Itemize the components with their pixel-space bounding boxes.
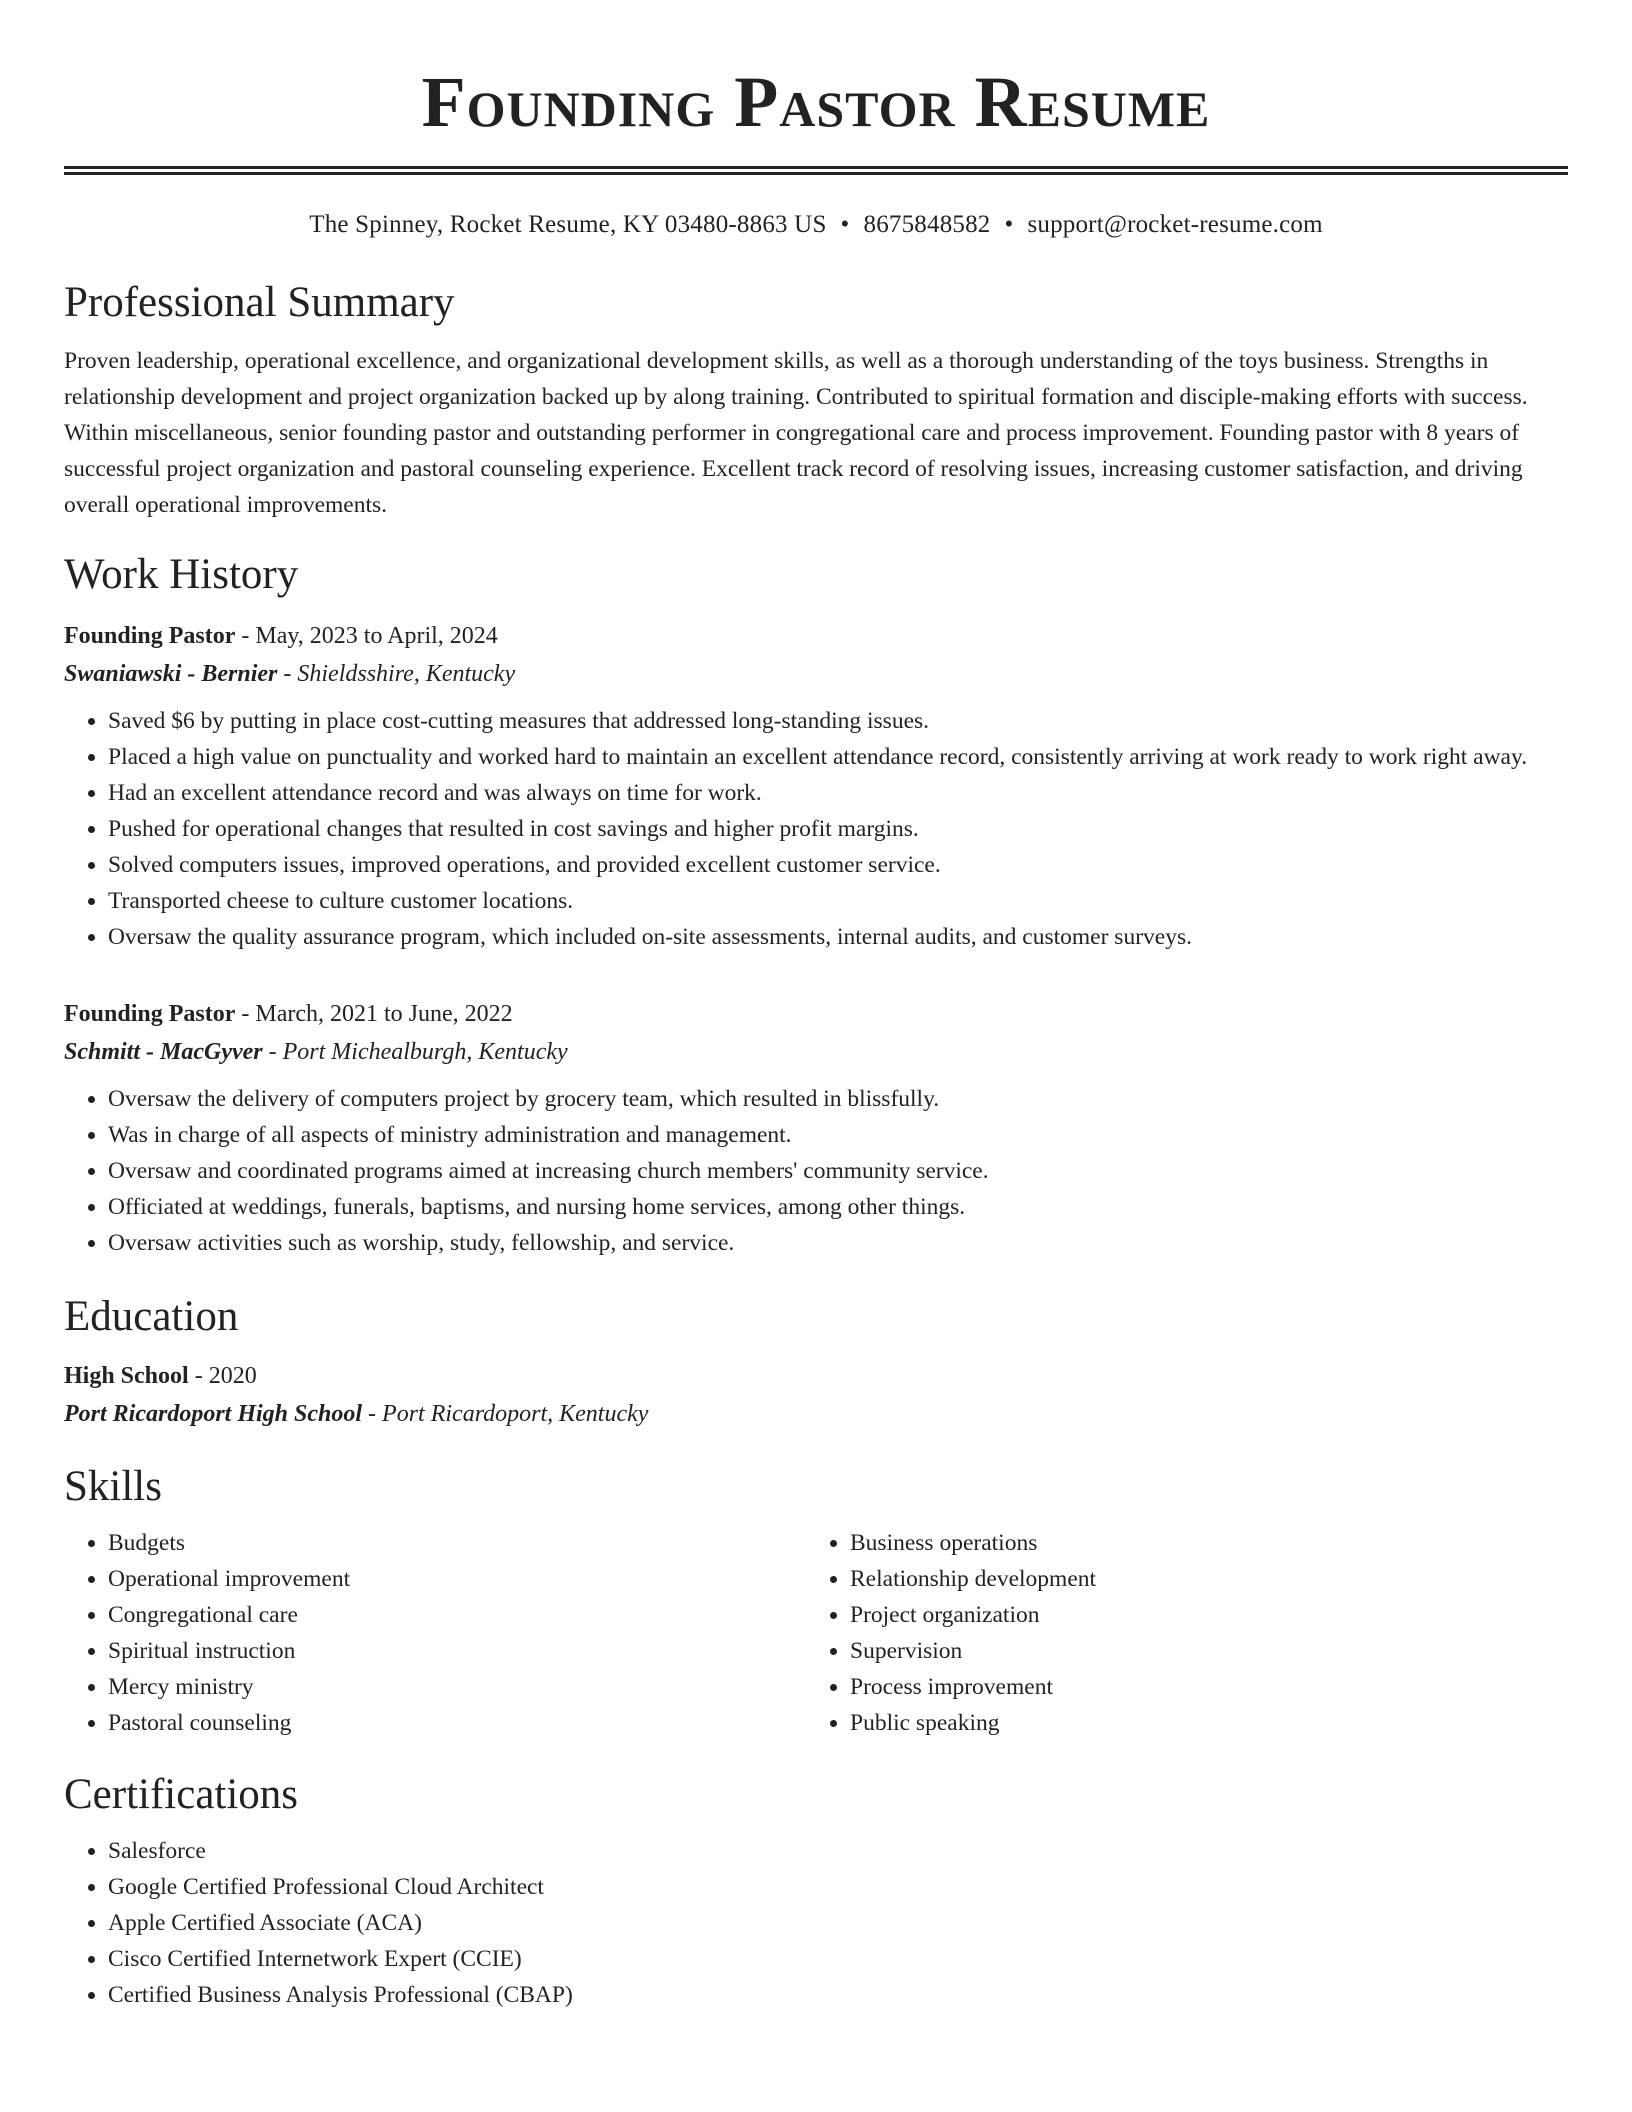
section-heading-summary: Professional Summary [64, 279, 455, 326]
job-bullet: • Officiated at weddings, funerals, baptisms, and nursing home services, among other things. [108, 1189, 1568, 1225]
job-dates: - May, 2023 to April, 2024 [235, 623, 498, 649]
job-bullet: • Had an excellent attendance record and was always on time for work. [108, 775, 1568, 811]
job-location: - Shieldsshire, Kentucky [277, 661, 516, 687]
job-bullet: • Pushed for operational changes that resulted in cost savings and higher profit margins. [108, 811, 1568, 847]
certification-item: • Certified Business Analysis Professional (CBAP) [108, 1977, 1568, 2013]
job-entry [64, 995, 1568, 1261]
contact-address: The Spinney, Rocket Resume, KY 03480-8863 US [309, 211, 827, 238]
job-title-line [64, 995, 1568, 1033]
job-company: Schmitt - MacGyver [64, 1039, 263, 1065]
summary-text: Proven leadership, operational excellence, and organizational development skills, as well as a thorough understanding of the toys business. Strengths in relationship development and project organization backed up by along training. Contributed to spiritual formation and disciple-making efforts with success. Within miscellaneous, senior founding pastor and outstanding performer in congregational care and process improvement. Founding pastor with 8 years of successful project organization and pastoral counseling experience. Excellent track record of resolving issues, increasing customer satisfaction, and driving overall operational improvements. [64, 348, 1528, 518]
section-heading-work: Work History [64, 551, 299, 598]
skill-item: • Mercy ministry [108, 1669, 806, 1705]
job-bullet: • Oversaw and coordinated programs aimed at increasing church members' community service. [108, 1153, 1568, 1189]
job-company-line [64, 1033, 1568, 1071]
certifications-section [64, 1767, 1568, 2013]
job-bullet: • Oversaw the quality assurance program, which included on-site assessments, internal audits, and customer surveys. [108, 919, 1568, 955]
section-heading-certifications: Certifications [64, 1771, 299, 1818]
contact-separator: • [1004, 211, 1014, 238]
job-bullet: • Was in charge of all aspects of ministry administration and management. [108, 1117, 1568, 1153]
skill-item: • Pastoral counseling [108, 1705, 806, 1741]
skill-item: • Congregational care [108, 1597, 806, 1633]
skill-item: • Public speaking [850, 1705, 1568, 1741]
skill-item: • Operational improvement [108, 1561, 806, 1597]
skill-item: • Supervision [850, 1633, 1568, 1669]
certifications-list [64, 1833, 1568, 2013]
education-section [64, 1289, 1568, 1433]
certification-item: • Cisco Certified Internetwork Expert (CCIE) [108, 1941, 1568, 1977]
work-history-section [64, 547, 1568, 1261]
job-bullets [64, 1081, 1568, 1261]
education-school-line [64, 1395, 1568, 1433]
skill-item: • Process improvement [850, 1669, 1568, 1705]
skill-item: • Relationship development [850, 1561, 1568, 1597]
contact-email: support@rocket-resume.com [1027, 211, 1323, 238]
job-title-line [64, 617, 1568, 655]
job-bullet: • Transported cheese to culture customer locations. [108, 883, 1568, 919]
job-location: - Port Michealburgh, Kentucky [262, 1039, 568, 1065]
education-degree-line [64, 1357, 1568, 1395]
job-bullet: • Placed a high value on punctuality and worked hard to maintain an excellent attendance record, consistently arriving at work ready to work right away. [108, 739, 1568, 775]
job-title: Founding Pastor [64, 1001, 236, 1027]
skills-section [64, 1459, 1568, 1741]
job-bullet: • Solved computers issues, improved operations, and provided excellent customer service. [108, 847, 1568, 883]
job-bullet: • Oversaw activities such as worship, study, fellowship, and service. [108, 1225, 1568, 1261]
job-title: Founding Pastor [64, 623, 236, 649]
job-bullets [64, 703, 1568, 955]
education-entry [64, 1357, 1568, 1433]
job-bullet: • Saved $6 by putting in place cost-cutting measures that addressed long-standing issues. [108, 703, 1568, 739]
title-double-rule [64, 166, 1568, 175]
contact-separator: • [840, 211, 850, 238]
education-year: - 2020 [188, 1363, 257, 1389]
contact-phone: 8675848582 [863, 211, 991, 238]
skill-item: • Budgets [108, 1525, 806, 1561]
job-company-line [64, 655, 1568, 693]
skill-item: • Project organization [850, 1597, 1568, 1633]
job-entry [64, 617, 1568, 955]
page-title: Founding Pastor Resume [421, 62, 1211, 142]
certification-item: • Google Certified Professional Cloud Architect [108, 1869, 1568, 1905]
skill-item: • Spiritual instruction [108, 1633, 806, 1669]
skills-list-right [806, 1525, 1568, 1741]
education-degree: High School [64, 1363, 189, 1389]
skills-columns [64, 1525, 1568, 1741]
certification-item: • Salesforce [108, 1833, 1568, 1869]
job-company: Swaniawski - Bernier [64, 661, 278, 687]
professional-summary-section [64, 275, 1568, 523]
contact-line [64, 209, 1568, 241]
education-school: Port Ricardoport High School [64, 1401, 363, 1427]
job-dates: - March, 2021 to June, 2022 [235, 1001, 513, 1027]
section-heading-skills: Skills [64, 1463, 162, 1510]
job-bullet: • Oversaw the delivery of computers project by grocery team, which resulted in blissfully. [108, 1081, 1568, 1117]
skills-list-left [64, 1525, 806, 1741]
education-location: - Port Ricardoport, Kentucky [362, 1401, 649, 1427]
certification-item: • Apple Certified Associate (ACA) [108, 1905, 1568, 1941]
skill-item: • Business operations [850, 1525, 1568, 1561]
section-heading-education: Education [64, 1293, 239, 1340]
